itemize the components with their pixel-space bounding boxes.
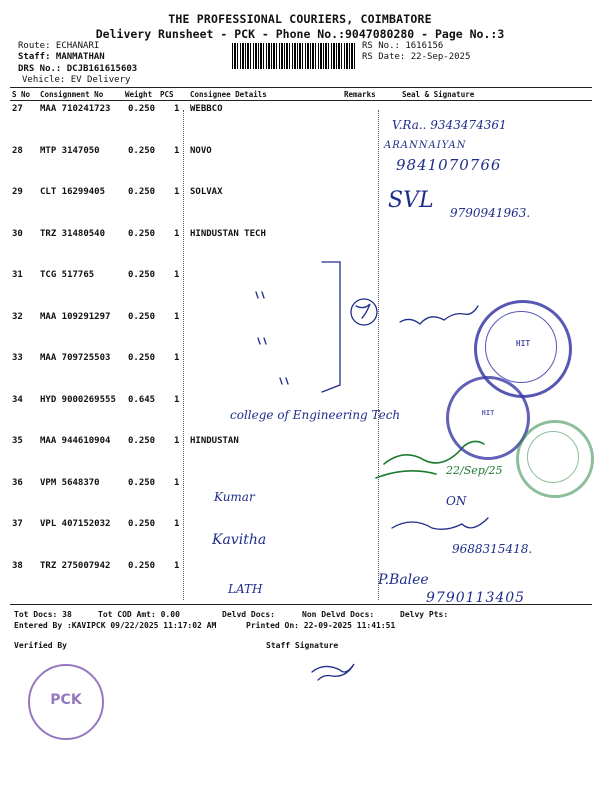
cell-weight: 0.250	[128, 311, 156, 322]
cell-consignee: WEBBCO	[190, 104, 223, 114]
cell-sno: 32	[12, 311, 23, 322]
cell-sno: 27	[12, 104, 23, 114]
cell-pcs: 1	[174, 311, 180, 322]
delvd-docs: Delvd Docs:	[222, 610, 275, 619]
cell-consignee: HINDUSTAN	[190, 436, 239, 446]
col-seal: Seal & Signature	[402, 90, 475, 99]
cell-weight: 0.250	[128, 519, 156, 529]
cell-pcs: 1	[174, 270, 180, 280]
cell-pcs: 1	[174, 104, 180, 114]
institute-stamp-green	[516, 420, 594, 498]
tot-cod-amt: Tot COD Amt: 0.00	[98, 610, 180, 619]
cell-sno: 38	[12, 560, 23, 571]
verified-by-label: Verified By	[14, 641, 67, 650]
cell-sno: 33	[12, 353, 23, 363]
cell-pcs: 1	[174, 560, 180, 571]
handwriting-row37-phone: 9688315418.	[452, 542, 533, 556]
cell-sno: 29	[12, 187, 23, 197]
cell-weight: 0.250	[128, 560, 156, 571]
cell-sno: 28	[12, 145, 23, 156]
rs-number: RS No.: 1616156	[362, 41, 444, 51]
cell-weight: 0.250	[128, 353, 156, 363]
handwriting-row38-name: P.Balee	[378, 572, 429, 588]
cell-consignment: TCG 517765	[40, 270, 95, 280]
cell-sno: 37	[12, 519, 23, 529]
handwriting-row37: Kavitha	[212, 532, 267, 548]
stamp-hit-label: HIT	[515, 339, 531, 348]
cell-weight: 0.250	[128, 145, 156, 156]
drs-number: DRS No.: DCJB161615603	[18, 64, 138, 74]
tot-docs: Tot Docs: 38	[14, 610, 72, 619]
cell-consignment: MAA 109291297	[40, 311, 111, 322]
non-delvd-docs: Non Delvd Docs:	[302, 610, 375, 619]
cell-pcs: 1	[174, 228, 180, 239]
runsheet-title: Delivery Runsheet - PCK - Phone No.:9047080280 - Page No.:3	[95, 27, 505, 41]
cell-consignee: HINDUSTAN TECH	[190, 228, 266, 239]
circled-mark	[351, 299, 377, 325]
company-name: THE PROFESSIONAL COURIERS, COIMBATORE	[168, 12, 432, 26]
cell-consignment: TRZ 31480540	[40, 228, 106, 239]
cell-weight: 0.645	[128, 394, 156, 405]
col-sno: S No	[12, 90, 31, 99]
handwriting-row29-phone: 9790941963.	[450, 206, 531, 220]
cell-consignment: VPM 5648370	[40, 477, 100, 488]
staff-signature-label: Staff Signature	[266, 641, 339, 650]
cell-weight: 0.250	[128, 104, 156, 114]
cell-consignment: HYD 9000269555	[40, 394, 116, 405]
cell-weight: 0.250	[128, 477, 156, 488]
entered-by: Entered By :KAVIPCK 09/22/2025 11:17:02 AM	[14, 621, 217, 630]
staff-label: Staff: MANMATHAN	[18, 52, 105, 62]
cell-consignment: MAA 709725503	[40, 353, 111, 363]
pck-stamp-label: PCK	[50, 692, 82, 708]
handwriting-row35-date: 22/Sep/25	[446, 464, 503, 477]
handwriting-row28-name: ARANNAIYAN	[384, 140, 467, 151]
signature-row37	[392, 518, 488, 529]
cell-pcs: 1	[174, 477, 180, 488]
cell-consignment: CLT 16299405	[40, 187, 106, 197]
cell-consignment: MTP 3147050	[40, 145, 100, 156]
cell-pcs: 1	[174, 436, 180, 446]
cell-sno: 35	[12, 436, 23, 446]
cell-consignment: MAA 710241723	[40, 104, 111, 114]
cell-pcs: 1	[174, 394, 180, 405]
col-consignment: Consignment No	[40, 90, 104, 99]
cell-consignment: MAA 944610904	[40, 436, 111, 446]
cell-sno: 34	[12, 394, 23, 405]
cell-consignment: VPL 407152032	[40, 519, 111, 529]
cell-sno: 31	[12, 270, 23, 280]
cell-sno: 36	[12, 477, 23, 488]
col-consignee: Consignee Details	[190, 90, 267, 99]
cell-weight: 0.250	[128, 436, 156, 446]
cell-pcs: 1	[174, 519, 180, 529]
handwriting-row28-phone: 9841070766	[396, 156, 502, 174]
cell-weight: 0.250	[128, 228, 156, 239]
staff-signature-mark	[312, 664, 354, 680]
bracket-stroke	[322, 262, 340, 392]
handwriting-row38: LATH	[228, 582, 263, 596]
col-pcs: PCS	[160, 90, 174, 99]
cell-pcs: 1	[174, 353, 180, 363]
handwriting-row34: college of Engineering Tech	[230, 408, 401, 422]
cell-pcs: 1	[174, 187, 180, 197]
vehicle-label: Vehicle: EV Delivery	[22, 75, 131, 85]
cell-weight: 0.250	[128, 187, 156, 197]
route-label: Route: ECHANARI	[18, 41, 100, 51]
printed-on: Printed On: 22-09-2025 11:41:51	[246, 621, 396, 630]
handwriting-row36-mark: ON	[446, 494, 467, 508]
col-weight: Weight	[125, 90, 153, 99]
stamp-hit-label-2: HIT	[481, 409, 495, 417]
handwriting-row36: Kumar	[214, 490, 255, 504]
handwriting-row27: V.Ra.. 9343474361	[392, 118, 507, 132]
rs-date: RS Date: 22-Sep-2025	[362, 52, 471, 62]
cell-consignee: SOLVAX	[190, 187, 223, 197]
pck-stamp	[28, 664, 104, 740]
cell-consignment: TRZ 275007942	[40, 560, 111, 571]
signature-row32	[400, 306, 478, 324]
handwriting-row29-sign: SVL	[388, 188, 434, 213]
handwriting-row38-phone: 9790113405	[426, 590, 526, 606]
col-remarks: Remarks	[344, 90, 376, 99]
cell-pcs: 1	[174, 145, 180, 156]
cell-weight: 0.250	[128, 270, 156, 280]
cell-sno: 30	[12, 228, 23, 239]
delvy-pts: Delvy Pts:	[400, 610, 449, 619]
cell-consignee: NOVO	[190, 145, 212, 156]
